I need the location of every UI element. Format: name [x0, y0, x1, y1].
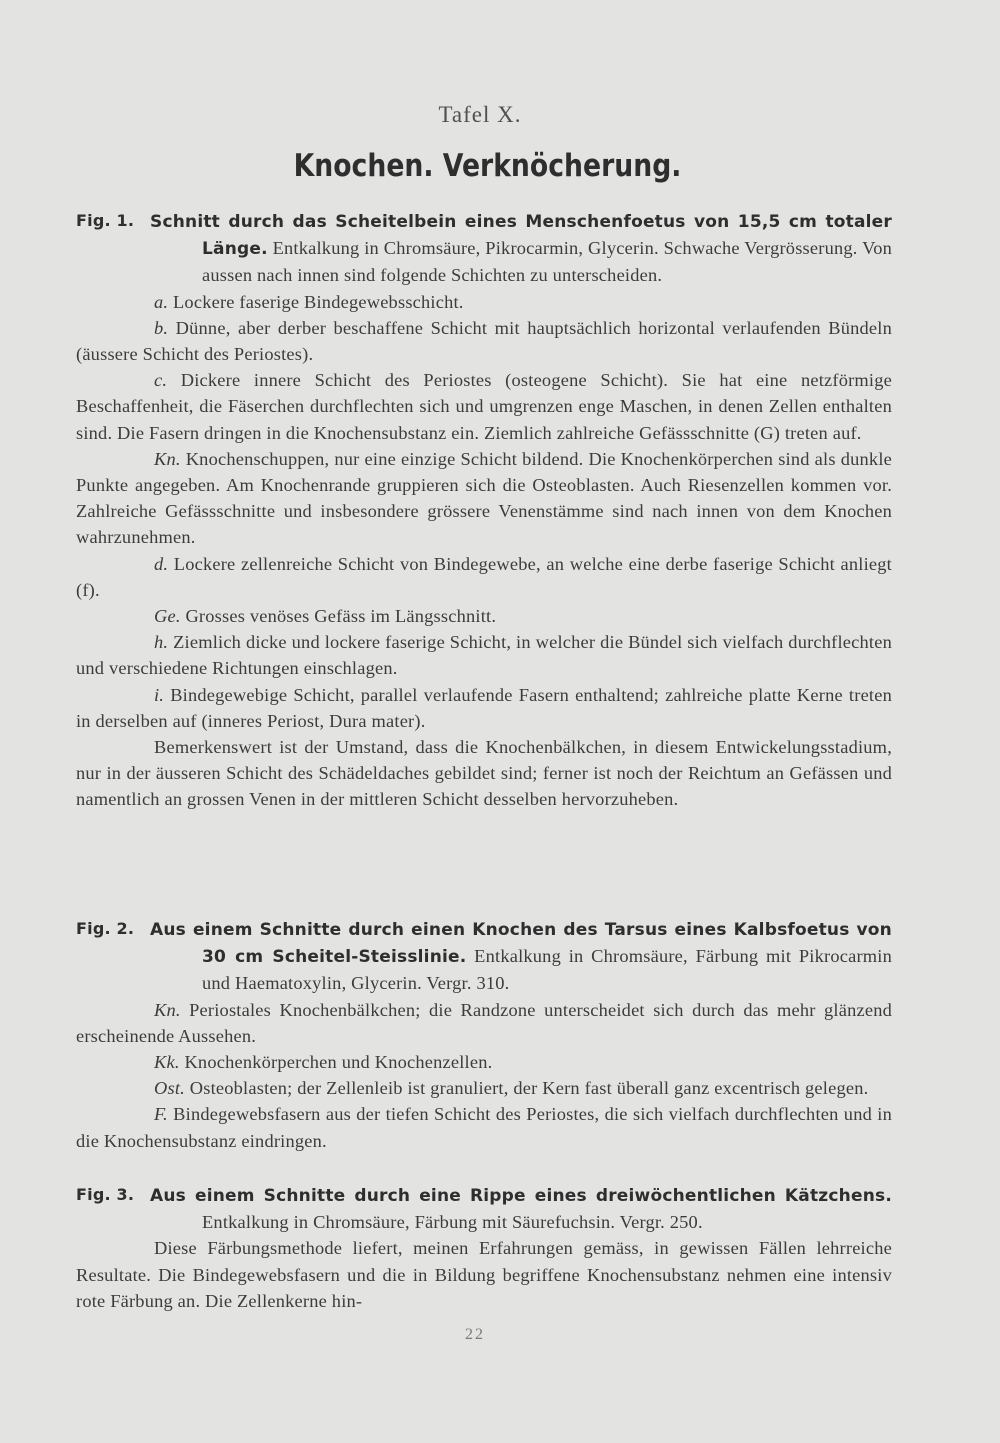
figure-1-section	[76, 208, 892, 813]
legend-item-ost: Ost. Osteoblasten; der Zellenleib ist granuliert, der Kern fast überall ganz excentrisch gelegen.	[154, 1078, 869, 1099]
legend-item-h: h. Ziemlich dicke und lockere faserige Schicht, in welcher die Bündel sich vielfach durchflechten und verschiedene Richtungen einschlagen.	[76, 632, 892, 679]
figure-1-label: Fig. 1.	[76, 211, 135, 230]
legend-item-kn-2: Kn. Periostales Knochenbälkchen; die Randzone unterscheidet sich durch das mehr glänzend erscheinende Aussehen.	[76, 999, 892, 1046]
figure-2-intro: Entkalkung in Chromsäure, Färbung mit Pikrocarmin und Haematoxylin, Glycerin. Vergr. 310.	[202, 946, 892, 994]
page-title: Knochen. Verknöcherung.	[293, 148, 682, 184]
legend-item-kk: Kk. Knochenkörperchen und Knochenzellen.	[154, 1052, 493, 1073]
legend-item-kn: Kn. Knochenschuppen, nur eine einzige Schicht bildend. Die Knochenkörperchen sind als dunkle Punkte angegeben. Am Knochenrande gruppieren sich die Osteoblasten. Auch Riesenzellen kommen vor. Zahlreiche Gefässschnitte und insbesondere grössere Venenstämme sind nach innen von dem Knochen wahrzunehmen.	[76, 448, 892, 548]
figure-2-heading: Aus einem Schnitte durch einen Knochen des Tarsus eines Kalbsfoetus von 30 cm Scheitel-Steisslinie.	[150, 920, 892, 968]
legend-item-ge: Ge. Grosses venöses Gefäss im Längsschnitt.	[154, 606, 497, 627]
legend-item-i: i. Bindegewebige Schicht, parallel verlaufende Fasern enthaltend; zahlreiche platte Kerne treten in derselben auf (inneres Periost, Dura mater).	[76, 684, 892, 731]
figure-3-paragraph: Diese Färbungsmethode liefert, meinen Erfahrungen gemäss, in gewissen Fällen lehrreiche Resultate. Die Bindegewebsfasern und die in Bildung begriffene Knochensubstanz nehmen eine intensiv rote Färbung an. Die Zellenkerne hin-	[76, 1238, 892, 1311]
figure-3-label: Fig. 3.	[76, 1185, 135, 1204]
remark-paragraph: Bemerkenswert ist der Umstand, dass die Knochenbälkchen, in diesem Entwickelungsstadium, nur in der äusseren Schicht des Schädeldaches gebildet sind; ferner ist noch der Reichtum an Gefässen und namentlich an grossen Venen in der mittleren Schicht desselben hervorzuheben.	[76, 737, 892, 810]
figure-3-intro: Entkalkung in Chromsäure, Färbung mit Säurefuchsin. Vergr. 250.	[202, 1212, 703, 1233]
figure-1-caption	[150, 208, 892, 289]
figure-2-section	[76, 916, 892, 1154]
figure-3-heading: Aus einem Schnitte durch eine Rippe eines dreiwöchentlichen Kätzchens.	[150, 1186, 892, 1206]
legend-item-a: a. Lockere faserige Bindegewebsschicht.	[154, 291, 464, 312]
figure-1-heading: Schnitt durch das Scheitelbein eines Menschenfoetus von 15,5 cm totaler Länge.	[150, 212, 892, 260]
figure-2-caption	[150, 916, 892, 997]
legend-item-c: c. Dickere innere Schicht des Periostes (osteogene Schicht). Sie hat eine netzförmige Beschaffenheit, die Fäserchen durchflechten sich und umgrenzen enge Maschen, in denen Zellen enthalten sind. Die Fasern dringen in die Knochensubstanz ein. Ziemlich zahlreiche Gefässschnitte (G) treten auf.	[76, 370, 892, 443]
legend-item-f: F. Bindegewebsfasern aus der tiefen Schicht des Periostes, die sich vielfach durchflechten und in die Knochensubstanz eindringen.	[76, 1104, 892, 1151]
figure-1-intro: Entkalkung in Chromsäure, Pikrocarmin, Glycerin. Schwache Vergrösserung. Von aussen nach innen sind folgende Schichten zu unterscheiden.	[202, 238, 892, 286]
figure-2-label: Fig. 2.	[76, 919, 135, 938]
figure-3-section	[76, 1182, 892, 1314]
page-number: 22	[465, 1326, 485, 1343]
legend-item-d: d. Lockere zellenreiche Schicht von Bindegewebe, an welche eine derbe faserige Schicht anliegt (f).	[76, 553, 892, 600]
legend-item-b: b. Dünne, aber derber beschaffene Schicht mit hauptsächlich horizontal verlaufenden Bündeln (äussere Schicht des Periostes).	[76, 317, 892, 365]
plate-label: Tafel X.	[438, 102, 522, 127]
figure-3-caption	[150, 1182, 892, 1235]
